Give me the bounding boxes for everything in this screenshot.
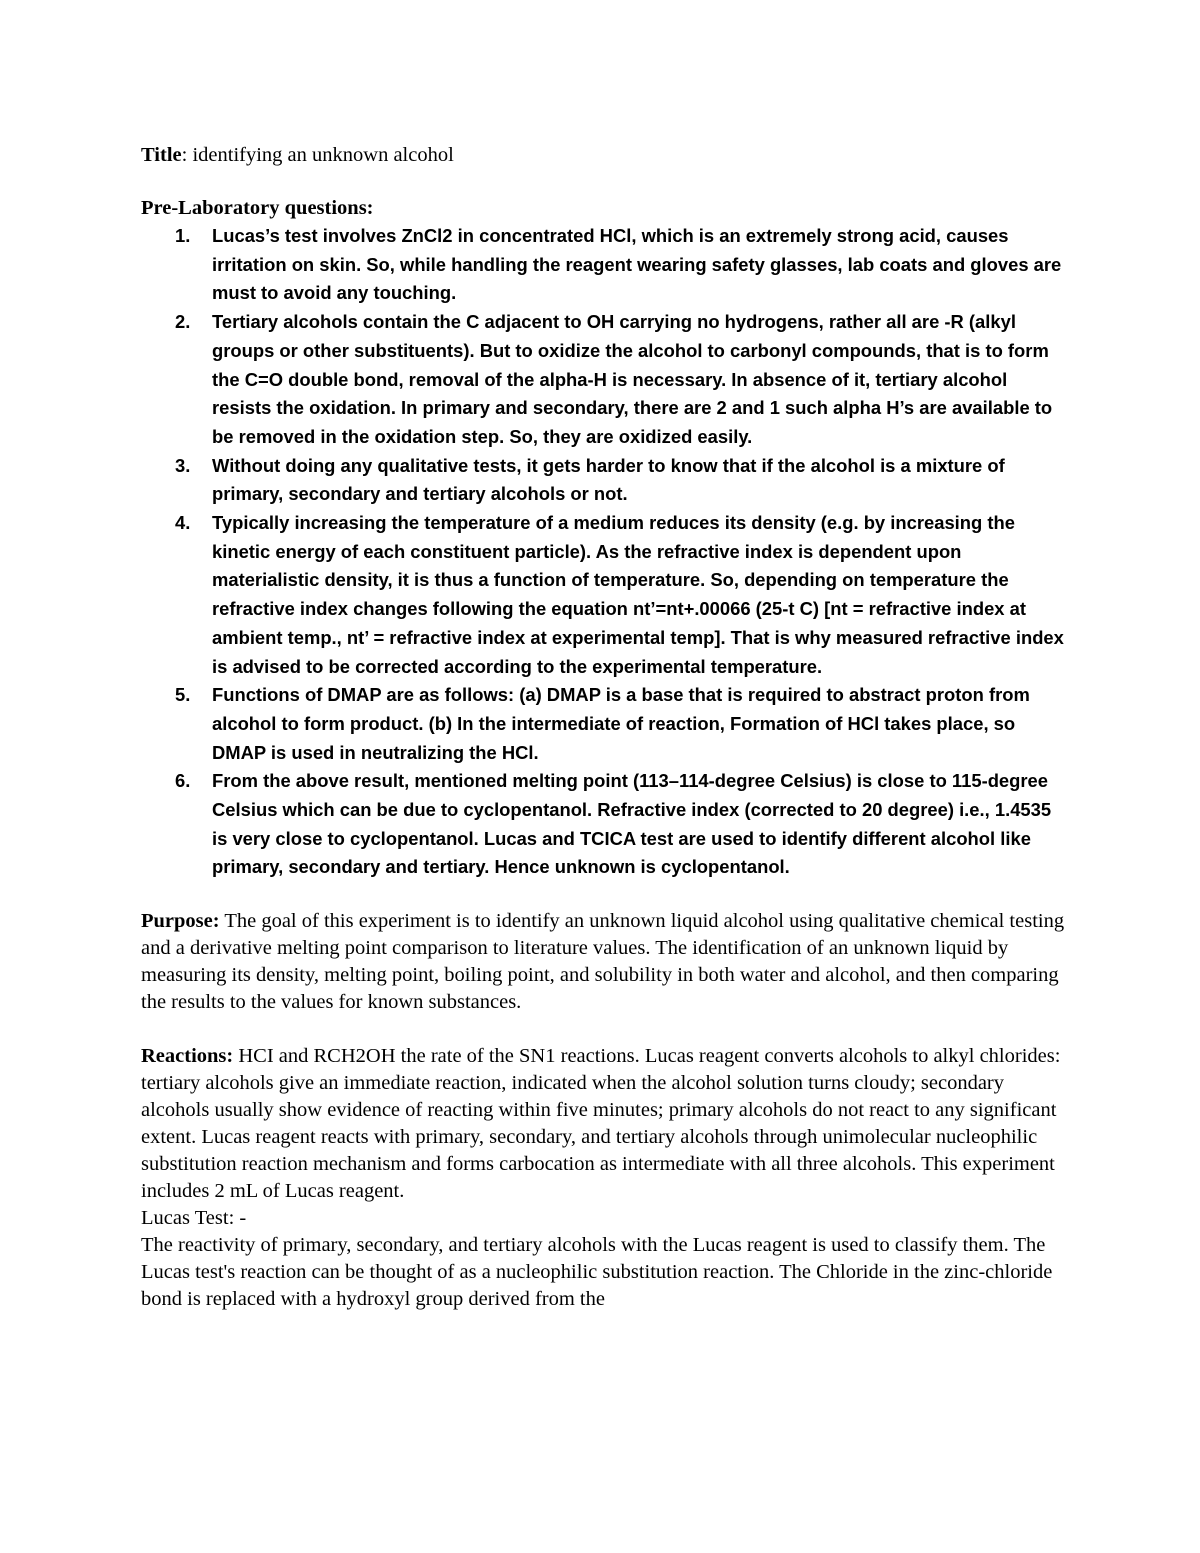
list-item-number: 1. — [175, 225, 191, 246]
list-item-number: 2. — [175, 311, 191, 333]
prelab-questions-list — [141, 222, 1066, 882]
list-item-number: 6. — [175, 770, 191, 792]
reactions-label: Reactions: — [141, 1045, 234, 1068]
list-item — [141, 767, 1066, 882]
title-line — [141, 142, 1066, 169]
reactions-paragraph — [141, 1043, 1066, 1205]
list-item-number: 3. — [175, 454, 191, 476]
list-item-number: 5. — [175, 684, 191, 706]
title-label: Title — [141, 144, 182, 166]
title-separator: : — [181, 144, 188, 166]
list-item — [141, 509, 1066, 681]
list-item — [141, 222, 1066, 308]
purpose-paragraph — [141, 908, 1066, 1016]
list-item — [141, 308, 1066, 452]
list-item-text: Without doing any qualitative tests, it gets harder to know that if the alcohol is a mixture of primary, secondary and tertiary alcohols or not. — [212, 454, 1005, 505]
lucas-test-heading: Lucas Test: - — [141, 1207, 247, 1230]
purpose-text: The goal of this experiment is to identify an unknown liquid alcohol using qualitative chemical testing and a derivative melting point comparison to literature values. The identification of an unknown liquid by measuring its density, melting point, boiling point, and solubility in both water and alcohol, and then comparing the results to the values for known substances. — [141, 910, 1065, 1014]
document-body — [141, 142, 1066, 1313]
lucas-test-paragraph: The reactivity of primary, secondary, and tertiary alcohols with the Lucas reagent is used to classify them. The Lucas test's reaction can be thought of as a nucleophilic substitution reaction. The Chloride in the zinc-chloride bond is replaced with a hydroxyl group derived from the — [141, 1234, 1053, 1311]
list-item-text: Lucas’s test involves ZnCl2 in concentrated HCl, which is an extremely strong acid, causes irritation on skin. So, while handling the reagent wearing safety glasses, lab coats and gloves are must to avoid any touching. — [212, 225, 1062, 304]
list-item-number: 4. — [175, 512, 191, 534]
reactions-text: HCI and RCH2OH the rate of the SN1 reactions. Lucas reagent converts alcohols to alkyl chlorides: tertiary alcohols give an immediate reaction, indicated when the alcohol solution turns cloudy; secondary alcohols usually show evidence of reacting within five minutes; primary alcohols do not react to any significant extent. Lucas reagent reacts with primary, secondary, and tertiary alcohols through unimolecular nucleophilic substitution reaction mechanism and forms carbocation as intermediate with all three alcohols. This experiment includes 2 mL of Lucas reagent. — [141, 1045, 1061, 1203]
list-item — [141, 452, 1066, 509]
reactions-section — [141, 1043, 1066, 1313]
purpose-label: Purpose: — [141, 910, 220, 933]
list-item-text: Typically increasing the temperature of a medium reduces its density (e.g. by increasing the kinetic energy of each constituent particle). As the refractive index is dependent upon materialistic density, it is thus a function of temperature. So, depending on temperature the refractive index changes following the equation nt’=nt+.00066 (25-t C) [nt = refractive index at ambient temp., nt’ = refractive index at experimental temp]. That is why measured refractive index is advised to be corrected according to the experimental temperature. — [212, 512, 1064, 677]
prelab-heading: Pre-Laboratory questions: — [141, 197, 374, 219]
list-item — [141, 681, 1066, 767]
list-item-text: Tertiary alcohols contain the C adjacent to OH carrying no hydrogens, rather all are -R (alkyl groups or other substituents). But to oxidize the alcohol to carbonyl compounds, that is to form the C=O double bond, removal of the alpha-H is necessary. In absence of it, tertiary alcohol resists the oxidation. In primary and secondary, there are 2 and 1 such alpha H’s are available to be removed in the oxidation step. So, they are oxidized easily. — [212, 311, 1053, 447]
list-item-text: Functions of DMAP are as follows: (a) DMAP is a base that is required to abstract proton from alcohol to form product. (b) In the intermediate of reaction, Formation of HCl takes place, so DMAP is used in neutralizing the HCl. — [212, 684, 1030, 763]
title-text: identifying an unknown alcohol — [187, 144, 454, 166]
list-item-text: From the above result, mentioned melting point (113–114-degree Celsius) is close to 115-degree Celsius which can be due to cyclopentanol. Refractive index (corrected to 20 degree) i.e., 1.4535 is very close to cyclopentanol. Lucas and TCICA test are used to identify different alcohol like primary, secondary and tertiary. Hence unknown is cyclopentanol. — [212, 770, 1052, 878]
